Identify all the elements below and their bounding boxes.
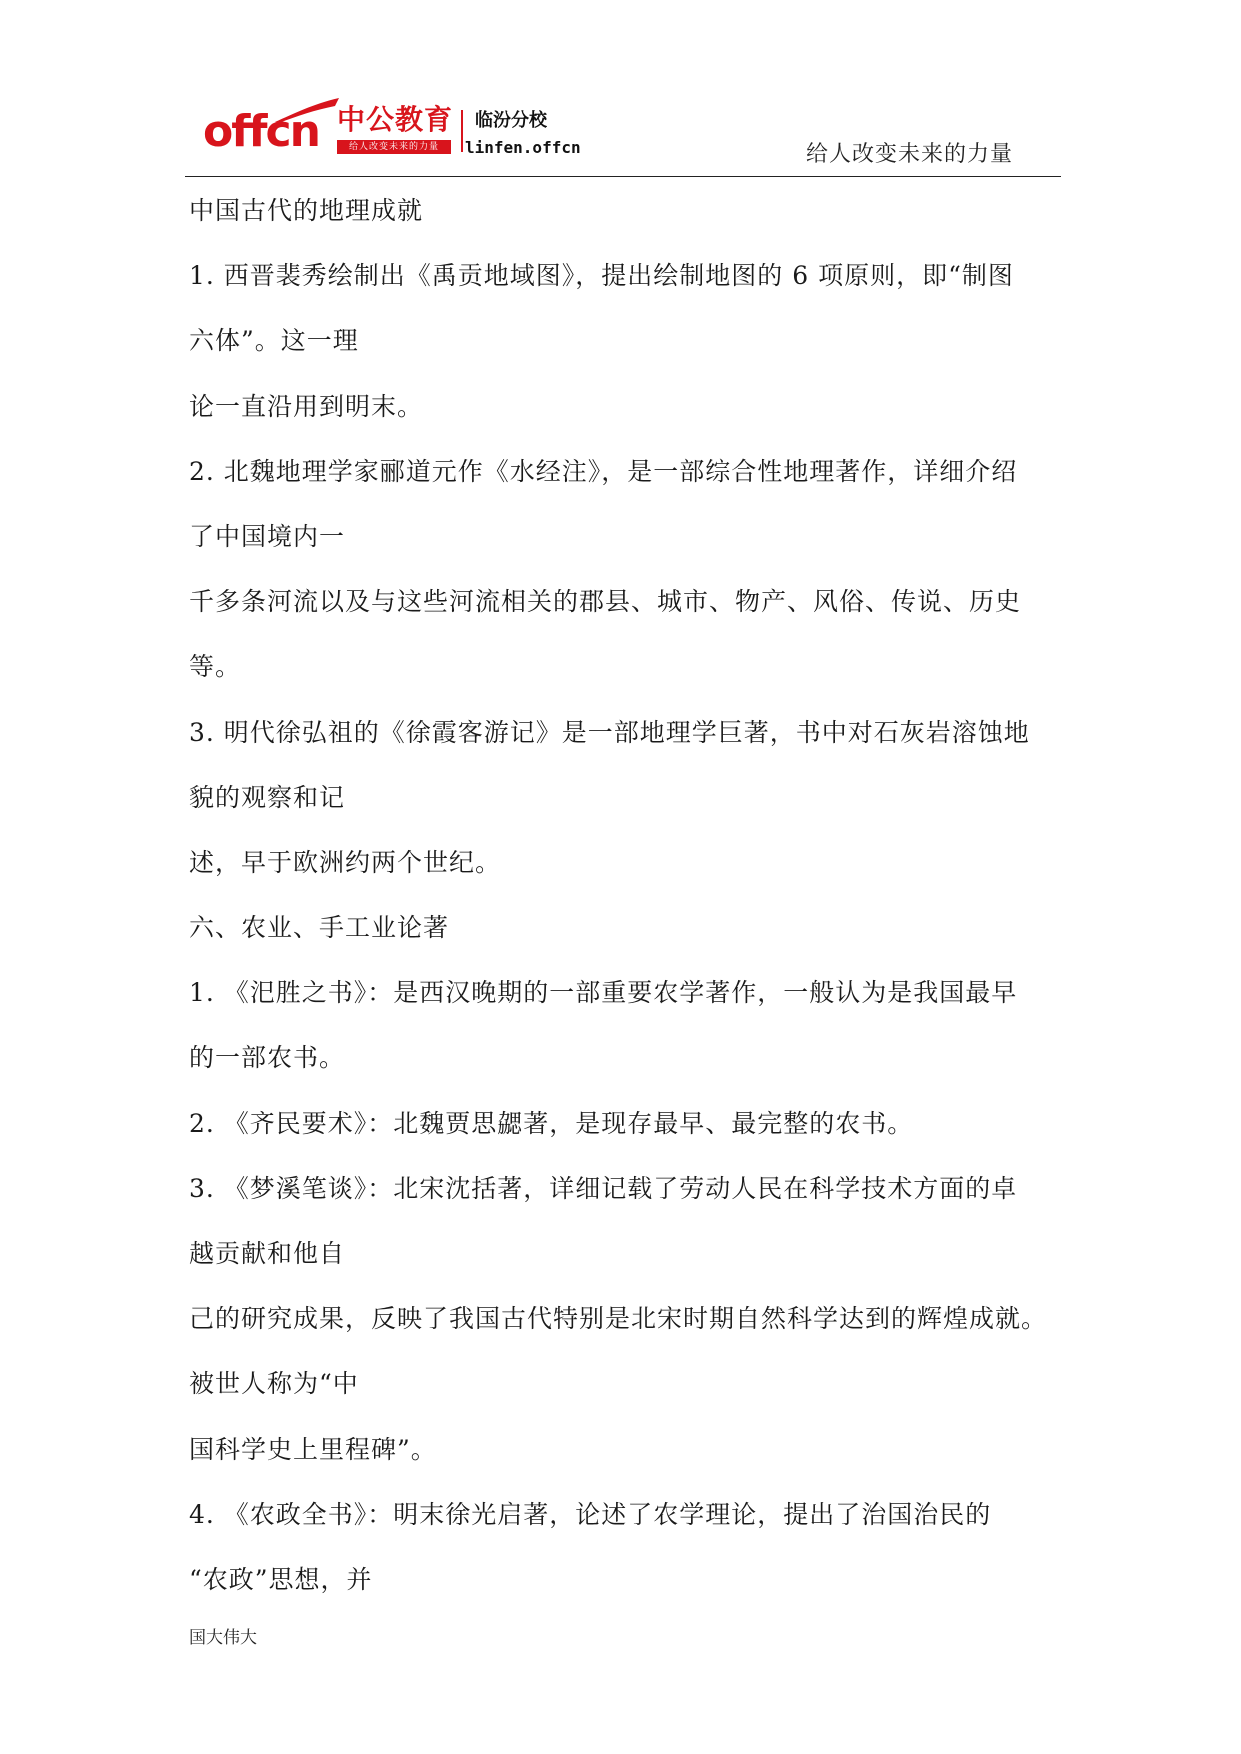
text-line: 六体”。这一理: [189, 326, 359, 356]
text-line: 1. 西晋裴秀绘制出《禹贡地域图》，提出绘制地图的 6 项原则，即“制图: [189, 261, 1014, 291]
logo-divider: [461, 110, 463, 152]
text-line: 4. 《农政全书》：明末徐光启著，论述了农学理论，提出了治国治民的: [189, 1499, 992, 1529]
document-body: [189, 193, 1069, 1627]
text-line: 述，早于欧洲约两个世纪。: [189, 847, 502, 877]
offcn-logo: [203, 96, 613, 166]
text-line: “农政”思想，并: [189, 1564, 373, 1594]
text-line: 貌的观察和记: [189, 782, 346, 812]
text-line: 了中国境内一: [189, 521, 346, 551]
text-line: 等。: [189, 652, 242, 682]
text-line: 3. 明代徐弘祖的《徐霞客游记》是一部地理学巨著，书中对石灰岩溶蚀地: [189, 717, 1030, 747]
branch-name: 临汾分校: [475, 110, 547, 131]
logo-slogan: 给人改变未来的力量: [337, 140, 451, 154]
logo-chinese-name: 中公教育: [337, 103, 454, 136]
text-line: 己的研究成果，反映了我国古代特别是北宋时期自然科学达到的辉煌成就。: [189, 1304, 1048, 1334]
text-line: 国科学史上里程碑”。: [189, 1434, 437, 1464]
text-line: 3. 《梦溪笔谈》：北宋沈括著，详细记载了劳动人民在科学技术方面的卓: [189, 1173, 1018, 1203]
text-line: 六、农业、手工业论著: [189, 913, 450, 943]
header-tagline: 给人改变未来的力量: [805, 142, 1013, 167]
logo-wordmark: offcn: [203, 106, 319, 157]
text-line: 被世人称为“中: [189, 1369, 359, 1399]
branch-url: linfen.offcn: [465, 138, 581, 157]
page-header: [185, 90, 1061, 177]
text-line: 论一直沿用到明末。: [189, 391, 424, 421]
text-line: 的一部农书。: [189, 1043, 346, 1073]
text-line: 2. 《齐民要术》：北魏贾思勰著，是现存最早、最完整的农书。: [189, 1108, 914, 1138]
section-title: 中国古代的地理成就: [189, 196, 424, 225]
text-line: 1. 《汜胜之书》：是西汉晚期的一部重要农学著作，一般认为是我国最早: [189, 978, 1018, 1008]
text-line: 千多条河流以及与这些河流相关的郡县、城市、物产、风俗、传说、历史: [189, 587, 1022, 617]
text-line: 2. 北魏地理学家郦道元作《水经注》，是一部综合性地理著作，详细介绍: [189, 456, 1018, 486]
text-line: 越贡献和他自: [189, 1239, 346, 1268]
page-footer: 国大伟大: [189, 1628, 257, 1648]
